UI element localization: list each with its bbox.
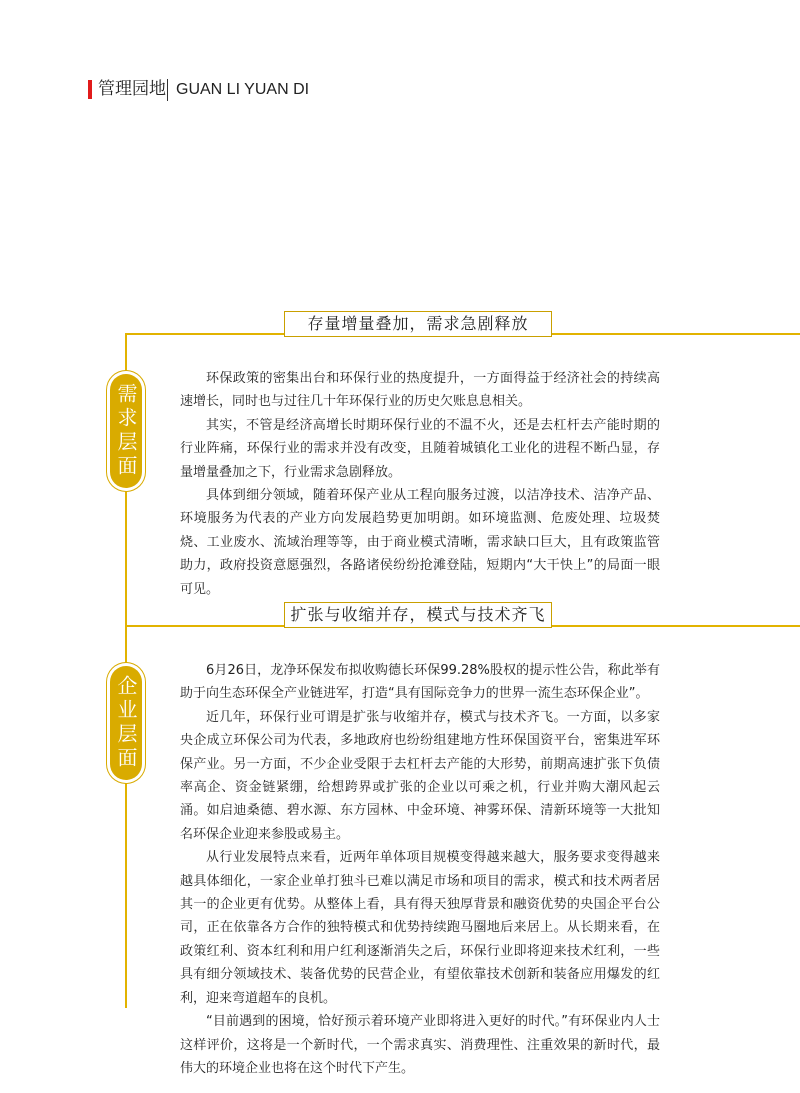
section-2-tag (110, 666, 142, 780)
header-title-cn: 管理园地 (98, 79, 166, 99)
paragraph: 从行业发展特点来看，近两年单体项目规模变得越来越大，服务要求变得越来越具体细化，一家企业单打独斗已难以满足市场和项目的需求，模式和技术两者居其一的企业更有优势。从整体上看，具有得天独厚背景和融资优势的央国企平台公司，正在依靠各方合作的独特模式和优势持续跑马圈地后来居上。从长期来看，在政策红利、资本红利和用户红利逐渐消失之后，环保行业即将迎来技术红利，一些具有细分领域技术、装备优势的民营企业，有望依靠技术创新和装备应用爆发的红利，迎来弯道超车的良机。 (180, 850, 660, 1006)
paragraph: 具体到细分领域，随着环保产业从工程向服务过渡，以洁净技术、洁净产品、环境服务为代表的产业方向发展趋势更加明朗。如环境监测、危废处理、垃圾焚烧、工业废水、流域治理等等，由于商业模式清晰，需求缺口巨大，且有政策监管助力，政府投资意愿强烈，各路诸侯纷纷抢滩登陆，短期内“大干快上”的局面一眼可见。 (180, 488, 660, 597)
section-1-title: 存量增量叠加，需求急剧释放 (284, 311, 552, 337)
header-accent-bar (88, 80, 92, 99)
section-2-body (180, 659, 660, 1080)
paragraph: “目前遇到的困境，恰好预示着环境产业即将进入更好的时代。”有环保业内人士这样评价，这将是一个新时代，一个需求真实、消费理性、注重效果的新时代，最伟大的环境企业也将在这个时代下产生。 (180, 1014, 660, 1076)
header-title-en: GUAN LI YUAN DI (176, 81, 310, 98)
section-2-title: 扩张与收缩并存，模式与技术齐飞 (284, 602, 552, 628)
section-1-tag (110, 374, 142, 488)
section-1-tag-label: 需求层面 (114, 383, 138, 479)
section-2-tag-label: 企业层面 (114, 675, 138, 771)
paragraph: 6月26日，龙净环保发布拟收购德长环保99.28%股权的提示性公告，称此举有助于向生态环保全产业链进军，打造“具有国际竞争力的世界一流生态环保企业”。 (180, 663, 660, 702)
paragraph: 近几年，环保行业可谓是扩张与收缩并存，模式与技术齐飞。一方面，以多家央企成立环保公司为代表，多地政府也纷纷组建地方性环保国资平台，密集进军环保产业。另一方面，不少企业受限于去杠杆去产能的大形势，前期高速扩张下负债率高企、资金链紧绷，给想跨界或扩张的企业以可乘之机，行业并购大潮风起云涌。如启迪桑德、碧水源、东方园林、中金环境、神雾环保、清新环境等一大批知名环保企业迎来参股或易主。 (180, 709, 660, 842)
paragraph: 环保政策的密集出台和环保行业的热度提升，一方面得益于经济社会的持续高速增长，同时也与过往几十年环保行业的历史欠账息息相关。 (180, 371, 660, 410)
section-1-body (180, 367, 660, 601)
paragraph: 其实，不管是经济高增长时期环保行业的不温不火，还是去杠杆去产能时期的行业阵痛，环保行业的需求并没有改变，且随着城镇化工业化的进程不断凸显，存量增量叠加之下，行业需求急剧释放。 (180, 417, 660, 480)
header-divider (167, 79, 168, 101)
